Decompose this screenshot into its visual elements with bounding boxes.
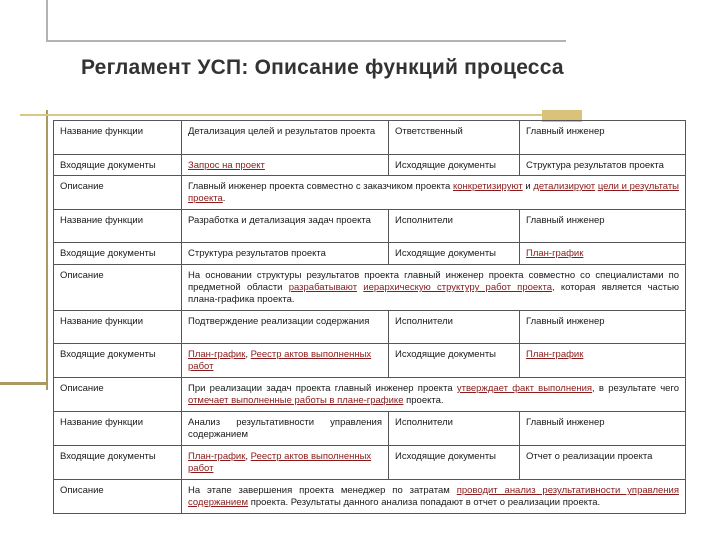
label-cell: Входящие документы xyxy=(54,155,182,176)
title-divider xyxy=(20,114,560,116)
action-link[interactable]: конкретизируют xyxy=(453,181,523,192)
doc-link[interactable]: Реестр актов выполненных работ xyxy=(188,451,372,474)
label-cell: Исходящие документы xyxy=(389,344,520,378)
label-cell: Ответственный xyxy=(389,121,520,155)
action-link[interactable]: утверждает факт выполнения xyxy=(456,383,593,394)
label-cell: Исполнители xyxy=(389,412,520,446)
page-title: Регламент УСП: Описание функций процесса xyxy=(81,56,564,79)
label-cell: Название функции xyxy=(54,210,182,243)
label-cell: Исполнители xyxy=(389,210,520,243)
label-cell: Исходящие документы xyxy=(389,155,520,176)
value-cell: Отчет о реализации проекта xyxy=(520,446,686,480)
description-cell: Главный инженер проекта совместно с заказчиком проекта конкретизируют и детализируют цели и результаты проекта. xyxy=(182,176,686,210)
table-row xyxy=(54,344,686,378)
action-link[interactable]: проводит анализ результативности управления содержанием xyxy=(188,485,679,508)
value-cell xyxy=(520,243,686,265)
frame-left-decoration xyxy=(46,110,48,390)
label-cell: Название функции xyxy=(54,121,182,155)
label-cell: Входящие документы xyxy=(54,344,182,378)
table-row xyxy=(54,176,686,210)
process-table xyxy=(53,120,686,514)
value-cell: План-график, Реестр актов выполненных работ xyxy=(182,446,389,480)
value-cell: Главный инженер xyxy=(520,210,686,243)
value-cell: Детализация целей и результатов проекта xyxy=(182,121,389,155)
label-cell: Исходящие документы xyxy=(389,446,520,480)
label-cell: Название функции xyxy=(54,311,182,344)
action-link[interactable]: отмечает выполненные работы в плане-графике xyxy=(188,395,404,406)
table-row xyxy=(54,121,686,155)
value-cell: Разработка и детализация задач проекта xyxy=(182,210,389,243)
label-cell: Описание xyxy=(54,480,182,514)
value-cell: Главный инженер xyxy=(520,121,686,155)
value-cell: Главный инженер xyxy=(520,311,686,344)
object-link[interactable]: цели и результаты проекта xyxy=(188,181,680,204)
doc-link[interactable]: План-график xyxy=(526,349,584,360)
table-row xyxy=(54,243,686,265)
table-row xyxy=(54,155,686,176)
value-cell: Структура результатов проекта xyxy=(182,243,389,265)
table-row xyxy=(54,480,686,514)
value-cell: Анализ результативности управления содержанием xyxy=(182,412,389,446)
label-cell: Название функции xyxy=(54,412,182,446)
doc-link[interactable]: План-график xyxy=(188,349,246,360)
value-cell xyxy=(182,155,389,176)
doc-link[interactable]: План-график xyxy=(526,248,584,259)
value-cell: Главный инженер xyxy=(520,412,686,446)
description-cell: На основании структуры результатов проекта главный инженер проекта совместно со специалистами по предметной области разрабатывают иерархическую структуру работ проекта, которая является частью плана-графика проекта. xyxy=(182,265,686,311)
label-cell: Исполнители xyxy=(389,311,520,344)
value-cell xyxy=(520,344,686,378)
value-cell: План-график, Реестр актов выполненных работ xyxy=(182,344,389,378)
label-cell: Описание xyxy=(54,265,182,311)
label-cell: Описание xyxy=(54,378,182,412)
table-row xyxy=(54,412,686,446)
action-link[interactable]: разрабатывают xyxy=(288,282,358,293)
doc-link[interactable]: План-график xyxy=(188,451,246,462)
table-row xyxy=(54,446,686,480)
frame-bottom-decoration xyxy=(0,382,48,385)
description-cell: При реализации задач проекта главный инженер проекта утверждает факт выполнения, в результате чего отмечает выполненные работы в плане-графике проекта. xyxy=(182,378,686,412)
table-row xyxy=(54,210,686,243)
value-cell: Подтверждение реализации содержания xyxy=(182,311,389,344)
action-link[interactable]: детализируют xyxy=(533,181,596,192)
description-cell: На этапе завершения проекта менеджер по затратам проводит анализ результативности управления содержанием проекта. Результаты данного анализа попадают в отчет о реализации проекта. xyxy=(182,480,686,514)
label-cell: Входящие документы xyxy=(54,243,182,265)
table-row xyxy=(54,311,686,344)
value-cell: Структура результатов проекта xyxy=(520,155,686,176)
frame-top-decoration xyxy=(46,0,566,42)
doc-link[interactable]: Реестр актов выполненных работ xyxy=(188,349,372,372)
table-row xyxy=(54,265,686,311)
table-row xyxy=(54,378,686,412)
label-cell: Входящие документы xyxy=(54,446,182,480)
doc-link[interactable]: Запрос на проект xyxy=(188,160,265,171)
label-cell: Описание xyxy=(54,176,182,210)
label-cell: Исходящие документы xyxy=(389,243,520,265)
object-link[interactable]: иерархическую структуру работ проекта xyxy=(363,282,552,293)
